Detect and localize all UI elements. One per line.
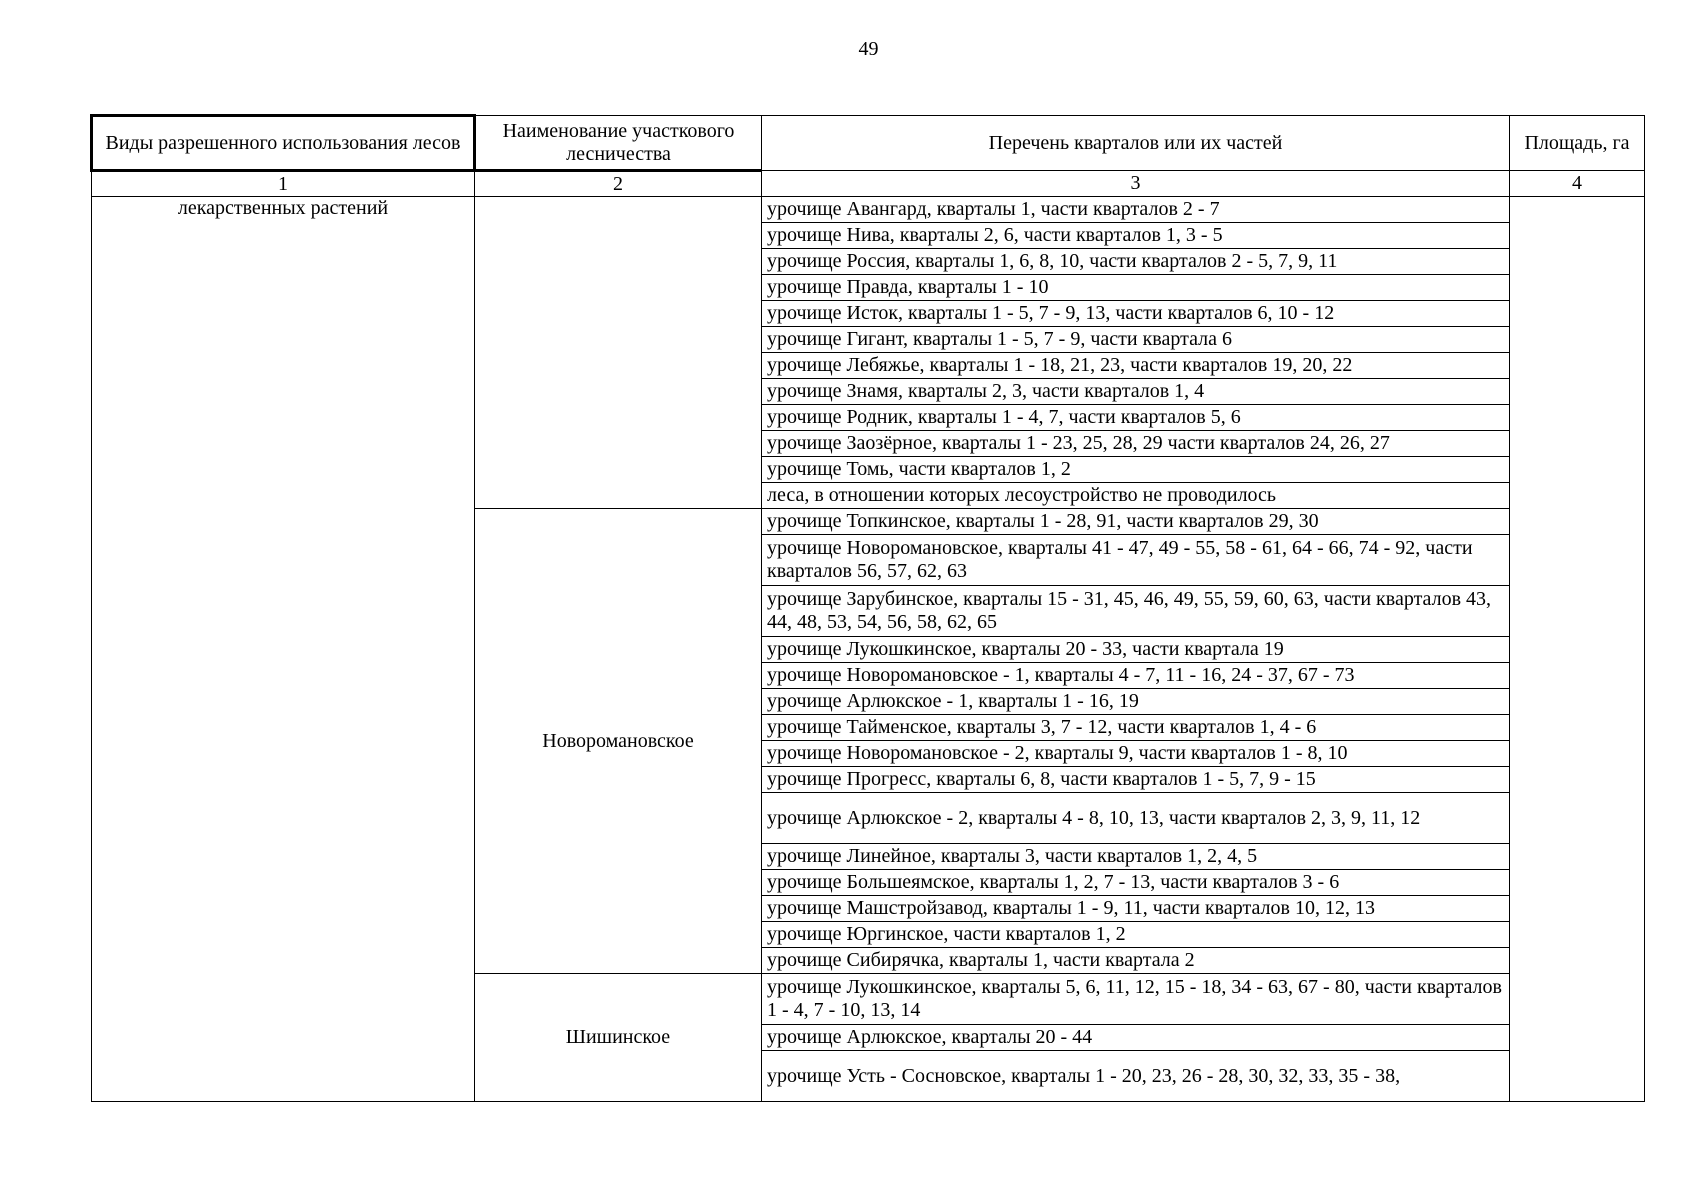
quarters-cell: урочище Исток, кварталы 1 - 5, 7 - 9, 13, части кварталов 6, 10 - 12 — [762, 301, 1510, 327]
quarters-cell: урочище Зарубинское, кварталы 15 - 31, 45, 46, 49, 55, 59, 60, 63, части кварталов 43, 44, 48, 53, 54, 56, 58, 62, 65 — [762, 586, 1510, 637]
quarters-cell: урочище Топкинское, кварталы 1 - 28, 91, части кварталов 29, 30 — [762, 509, 1510, 535]
column-number: 3 — [762, 171, 1510, 197]
forest-use-table — [90, 114, 1645, 1102]
table-row — [92, 197, 1645, 223]
column-number: 2 — [475, 171, 762, 197]
quarters-cell: урочище Родник, кварталы 1 - 4, 7, части кварталов 5, 6 — [762, 405, 1510, 431]
quarters-cell: урочище Арлюкское - 2, кварталы 4 - 8, 10, 13, части кварталов 2, 3, 9, 11, 12 — [762, 793, 1510, 844]
quarters-cell: урочище Юргинское, части кварталов 1, 2 — [762, 922, 1510, 948]
forestry-cell — [475, 197, 762, 509]
quarters-cell: урочище Арлюкское - 1, кварталы 1 - 16, 19 — [762, 689, 1510, 715]
quarters-cell: урочище Лебяжье, кварталы 1 - 18, 21, 23, части кварталов 19, 20, 22 — [762, 353, 1510, 379]
quarters-cell: урочище Новоромановское - 2, кварталы 9, части кварталов 1 - 8, 10 — [762, 741, 1510, 767]
use-type-cell: лекарственных растений — [92, 197, 475, 1102]
column-number: 4 — [1510, 171, 1645, 197]
header-forestry: Наименование участкового лесничества — [475, 116, 762, 171]
table-header-row — [92, 116, 1645, 171]
header-area: Площадь, га — [1510, 116, 1645, 171]
quarters-cell: урочище Знамя, кварталы 2, 3, части кварталов 1, 4 — [762, 379, 1510, 405]
quarters-cell: урочище Арлюкское, кварталы 20 - 44 — [762, 1025, 1510, 1051]
quarters-cell: урочище Авангард, кварталы 1, части кварталов 2 - 7 — [762, 197, 1510, 223]
quarters-cell: урочище Тайменское, кварталы 3, 7 - 12, части кварталов 1, 4 - 6 — [762, 715, 1510, 741]
quarters-cell: урочище Нива, кварталы 2, 6, части кварталов 1, 3 - 5 — [762, 223, 1510, 249]
quarters-cell: урочище Новоромановское, кварталы 41 - 47, 49 - 55, 58 - 61, 64 - 66, 74 - 92, части кварталов 56, 57, 62, 63 — [762, 535, 1510, 586]
quarters-cell: урочище Линейное, кварталы 3, части кварталов 1, 2, 4, 5 — [762, 844, 1510, 870]
area-cell — [1510, 197, 1645, 1102]
quarters-cell: урочище Лукошкинское, кварталы 20 - 33, части квартала 19 — [762, 637, 1510, 663]
quarters-cell: урочище Правда, кварталы 1 - 10 — [762, 275, 1510, 301]
quarters-cell: урочище Лукошкинское, кварталы 5, 6, 11, 12, 15 - 18, 34 - 63, 67 - 80, части кварталов 1 - 4, 7 - 10, 13, 14 — [762, 974, 1510, 1025]
quarters-cell: урочище Гигант, кварталы 1 - 5, 7 - 9, части квартала 6 — [762, 327, 1510, 353]
forestry-cell: Шишинское — [475, 974, 762, 1102]
header-quarters: Перечень кварталов или их частей — [762, 116, 1510, 171]
quarters-cell: урочище Новоромановское - 1, кварталы 4 - 7, 11 - 16, 24 - 37, 67 - 73 — [762, 663, 1510, 689]
column-number-row — [92, 171, 1645, 197]
quarters-cell: урочище Заозёрное, кварталы 1 - 23, 25, 28, 29 части кварталов 24, 26, 27 — [762, 431, 1510, 457]
quarters-cell: урочище Россия, кварталы 1, 6, 8, 10, части кварталов 2 - 5, 7, 9, 11 — [762, 249, 1510, 275]
quarters-cell: урочище Томь, части кварталов 1, 2 — [762, 457, 1510, 483]
quarters-cell: леса, в отношении которых лесоустройство не проводилось — [762, 483, 1510, 509]
quarters-cell: урочище Сибирячка, кварталы 1, части квартала 2 — [762, 948, 1510, 974]
table-body — [92, 197, 1645, 1102]
page-number: 49 — [858, 38, 879, 60]
column-number: 1 — [92, 171, 475, 197]
header-use-type: Виды разрешенного использования лесов — [92, 116, 475, 171]
forestry-cell: Новоромановское — [475, 509, 762, 974]
quarters-cell: урочище Прогресс, кварталы 6, 8, части кварталов 1 - 5, 7, 9 - 15 — [762, 767, 1510, 793]
quarters-cell: урочище Большеямское, кварталы 1, 2, 7 - 13, части кварталов 3 - 6 — [762, 870, 1510, 896]
quarters-cell: урочище Усть - Сосновское, кварталы 1 - 20, 23, 26 - 28, 30, 32, 33, 35 - 38, — [762, 1051, 1510, 1102]
quarters-cell: урочище Машстройзавод, кварталы 1 - 9, 11, части кварталов 10, 12, 13 — [762, 896, 1510, 922]
